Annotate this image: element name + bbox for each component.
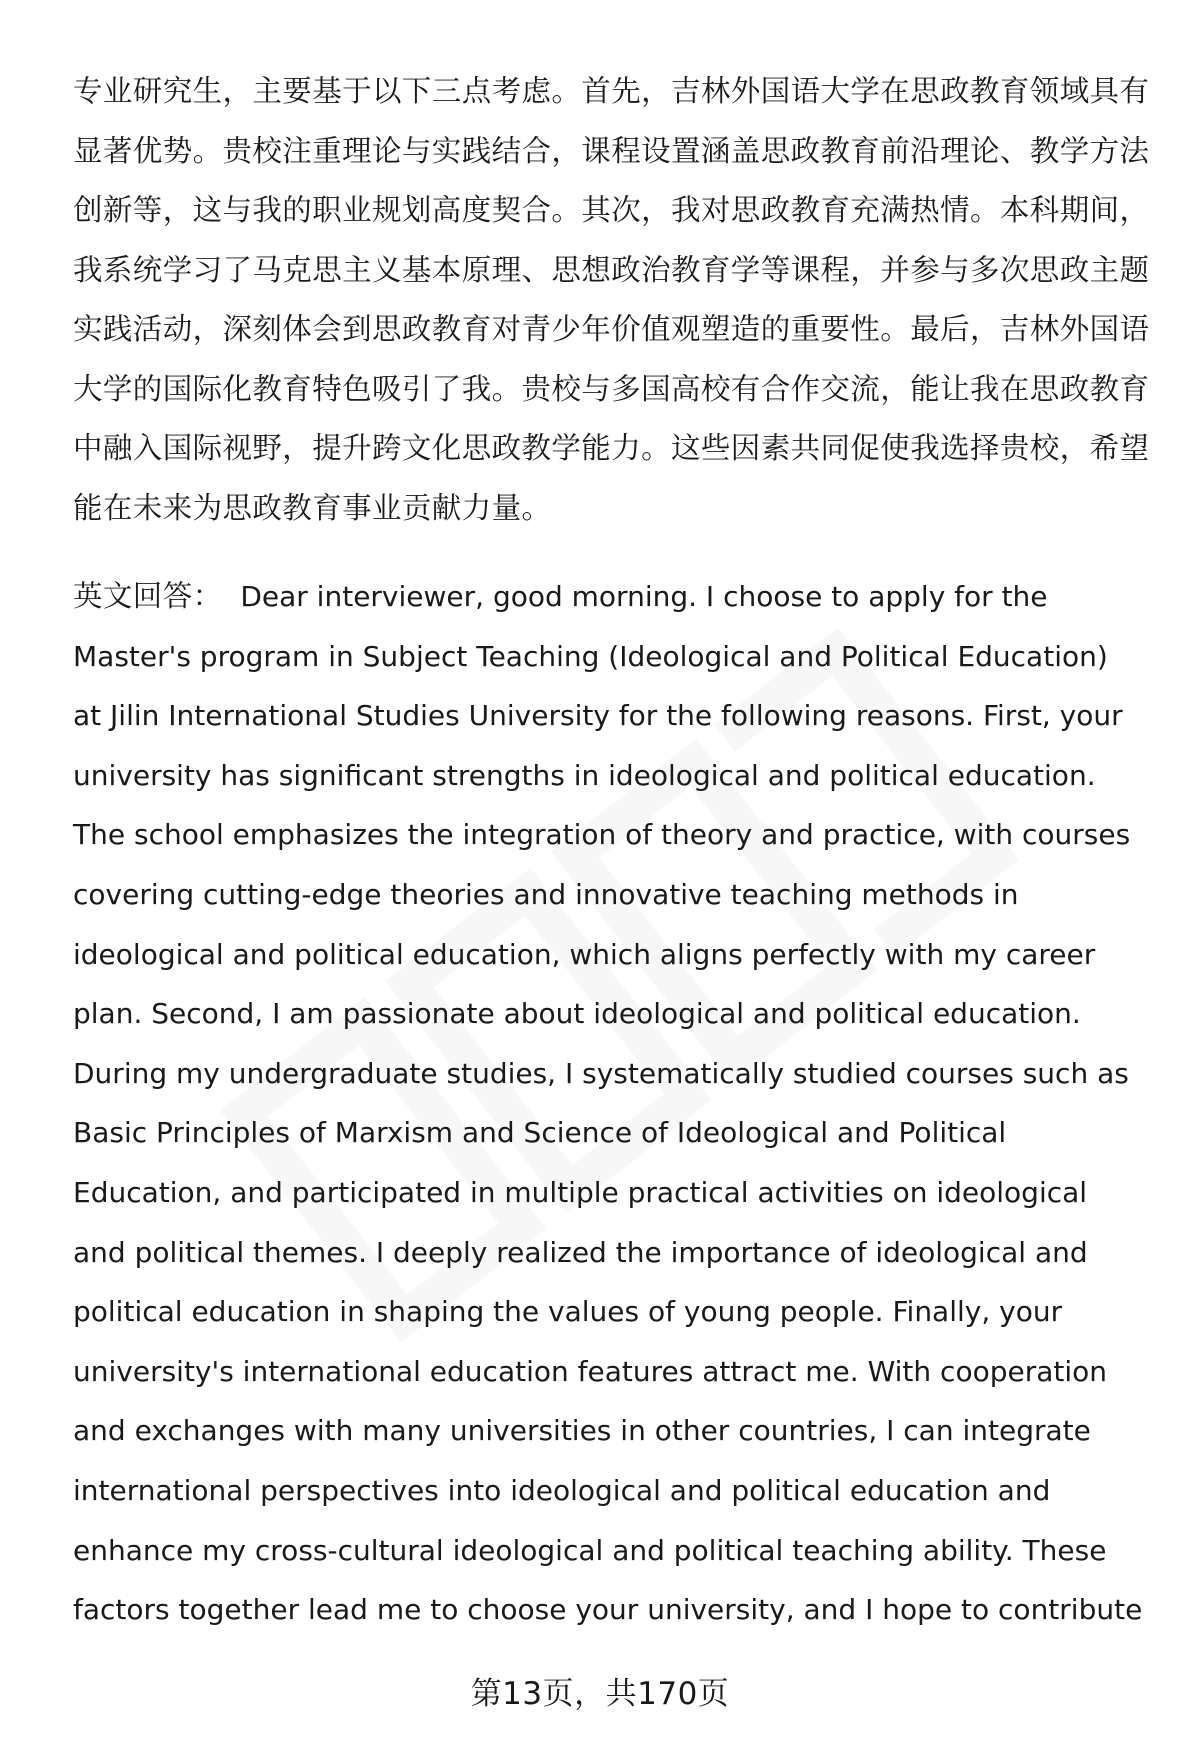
english-answer-line: enhance my cross-cultural ideological and political teaching ability. These (73, 1533, 1107, 1567)
english-answer-line: ideological and political education, which aligns perfectly with my career (73, 937, 1096, 971)
english-answer-line: political education in shaping the values of young people. Finally, your (73, 1295, 1063, 1329)
chinese-answer-line: 能在未来为思政教育事业贡献力量。 (73, 490, 552, 525)
chinese-answer-line: 中融入国际视野，提升跨文化思政教学能力。这些因素共同促使我选择贵校，希望 (73, 431, 1150, 465)
english-answer-line: Basic Principles of Marxism and Science of Ideological and Political (73, 1116, 1007, 1150)
chinese-answer-line: 我系统学习了马克思主义基本原理、思想政治教育学等课程，并参与多次思政主题 (73, 252, 1150, 287)
page-number-footer: 第13页，共170页 (470, 1676, 730, 1712)
english-answer-first-line (73, 567, 1173, 627)
english-answer-paragraph (73, 567, 1173, 1640)
english-answer-label: 英文回答： (73, 579, 223, 613)
english-answer-line: plan. Second, I am passionate about ideological and political education. (73, 997, 1081, 1031)
english-answer-line: and exchanges with many universities in other countries, I can integrate (73, 1414, 1091, 1448)
chinese-answer-line: 专业研究生，主要基于以下三点考虑。首先，吉林外国语大学在思政教育领域具有 (73, 74, 1150, 108)
chinese-answer-line: 大学的国际化教育特色吸引了我。贵校与多国高校有合作交流，能让我在思政教育 (73, 371, 1150, 406)
english-answer-line: During my undergraduate studies, I systematically studied courses such as (73, 1056, 1129, 1090)
english-answer-line: covering cutting-edge theories and innovative teaching methods in (73, 877, 1019, 911)
english-answer-opening: Dear interviewer, good morning. I choose to apply for the (240, 580, 1048, 613)
chinese-answer-line: 实践活动，深刻体会到思政教育对青少年价值观塑造的重要性。最后，吉林外国语 (73, 312, 1150, 346)
english-answer-line: Master's program in Subject Teaching (Ideological and Political Education) (73, 639, 1108, 673)
english-answer-line: and political themes. I deeply realized the importance of ideological and (73, 1235, 1088, 1269)
english-answer-line: university has significant strengths in ideological and political education. (73, 758, 1096, 792)
english-answer-line: Education, and participated in multiple practical activities on ideological (73, 1175, 1088, 1209)
chinese-answer-paragraph (73, 62, 1148, 538)
chinese-answer-line: 创新等，这与我的职业规划高度契合。其次，我对思政教育充满热情。本科期间， (73, 193, 1150, 227)
english-answer-line: The school emphasizes the integration of theory and practice, with courses (73, 818, 1131, 852)
chinese-answer-line: 显著优势。贵校注重理论与实践结合，课程设置涵盖思政教育前沿理论、教学方法 (73, 133, 1150, 168)
english-answer-line: factors together lead me to choose your university, and I hope to contribute (73, 1593, 1143, 1627)
english-answer-line: at Jilin International Studies University for the following reasons. First, your (73, 699, 1123, 733)
english-answer-line: university's international education features attract me. With cooperation (73, 1354, 1108, 1388)
english-answer-line: international perspectives into ideological and political education and (73, 1473, 1051, 1507)
